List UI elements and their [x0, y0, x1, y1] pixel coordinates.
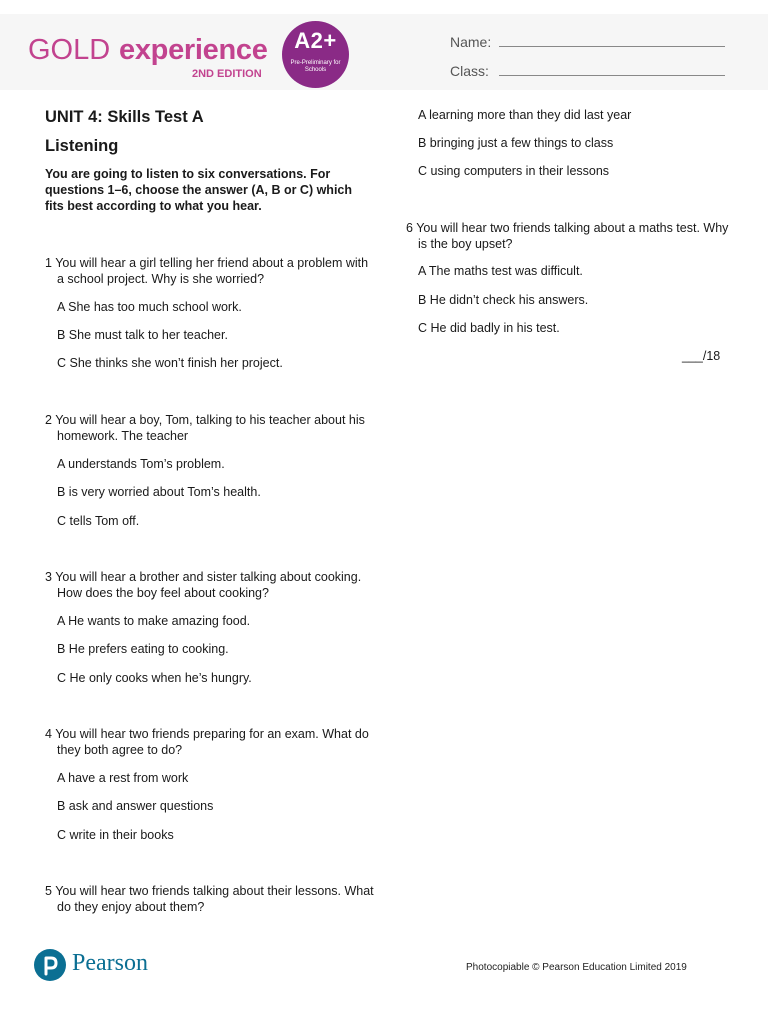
question-5-stem: 5 You will hear two friends talking about their lessons. What do they enjoy about them? [45, 884, 374, 914]
pearson-logo [34, 946, 152, 986]
question-2-option-c[interactable]: C tells Tom off. [57, 514, 140, 528]
question-1-option-a[interactable]: A She has too much school work. [57, 300, 242, 314]
pearson-wordmark: Pearson [72, 950, 148, 976]
logo-gold-text: GOLD [28, 34, 111, 66]
level-badge [282, 21, 349, 88]
question-6-option-b[interactable]: B He didn’t check his answers. [418, 293, 589, 307]
question-5-option-a[interactable]: A learning more than they did last year [418, 108, 632, 122]
question-1-option-c[interactable]: C She thinks she won’t finish her project. [57, 356, 283, 370]
header-band [0, 14, 768, 90]
question-4-option-a[interactable]: A have a rest from work [57, 771, 189, 785]
question-1-stem: 1 You will hear a girl telling her friend about a problem with a school project. Why is she worried? [45, 256, 369, 286]
question-2-option-b[interactable]: B is very worried about Tom’s health. [57, 485, 261, 499]
copyright-footer: Photocopiable © Pearson Education Limited 2019 [466, 962, 687, 973]
section-title: Listening [45, 137, 119, 155]
question-3-option-c[interactable]: C He only cooks when he’s hungry. [57, 671, 252, 685]
logo-edition-text: 2ND EDITION [192, 68, 262, 80]
question-3-option-b[interactable]: B He prefers eating to cooking. [57, 642, 229, 656]
question-5-option-c[interactable]: C using computers in their lessons [418, 164, 610, 178]
class-field[interactable] [499, 75, 725, 76]
question-4-stem: 4 You will hear two friends preparing for an exam. What do they both agree to do? [45, 727, 369, 757]
question-1-option-b[interactable]: B She must talk to her teacher. [57, 328, 228, 342]
question-6-option-c[interactable]: C He did badly in his test. [418, 321, 560, 335]
instructions: You are going to listen to six conversations. For questions 1–6, choose the answer (A, B or C) which fits best according to what you hear. [45, 167, 353, 213]
question-4-option-b[interactable]: B ask and answer questions [57, 799, 214, 813]
question-4-option-c[interactable]: C write in their books [57, 828, 174, 842]
score-total: ___/18 [682, 349, 721, 363]
question-5-option-b[interactable]: B bringing just a few things to class [418, 136, 614, 150]
logo-experience-text: experience [119, 34, 268, 66]
class-label: Class: [450, 63, 489, 79]
name-field[interactable] [499, 46, 725, 47]
name-label: Name: [450, 34, 492, 50]
question-6-stem: 6 You will hear two friends talking about a maths test. Why is the boy upset? [406, 221, 729, 251]
question-6-option-a[interactable]: A The maths test was difficult. [418, 264, 583, 278]
pearson-p-icon [34, 949, 66, 981]
level-badge-subtext: Pre-Preliminary for Schools [290, 60, 341, 73]
question-2-option-a[interactable]: A understands Tom’s problem. [57, 457, 225, 471]
question-2-stem: 2 You will hear a boy, Tom, talking to his teacher about his homework. The teacher [45, 413, 365, 443]
question-3-option-a[interactable]: A He wants to make amazing food. [57, 614, 251, 628]
unit-title: UNIT 4: Skills Test A [45, 108, 204, 126]
question-3-stem: 3 You will hear a brother and sister talking about cooking. How does the boy feel about cooking? [45, 570, 362, 600]
level-badge-text: A2+ [294, 28, 337, 53]
